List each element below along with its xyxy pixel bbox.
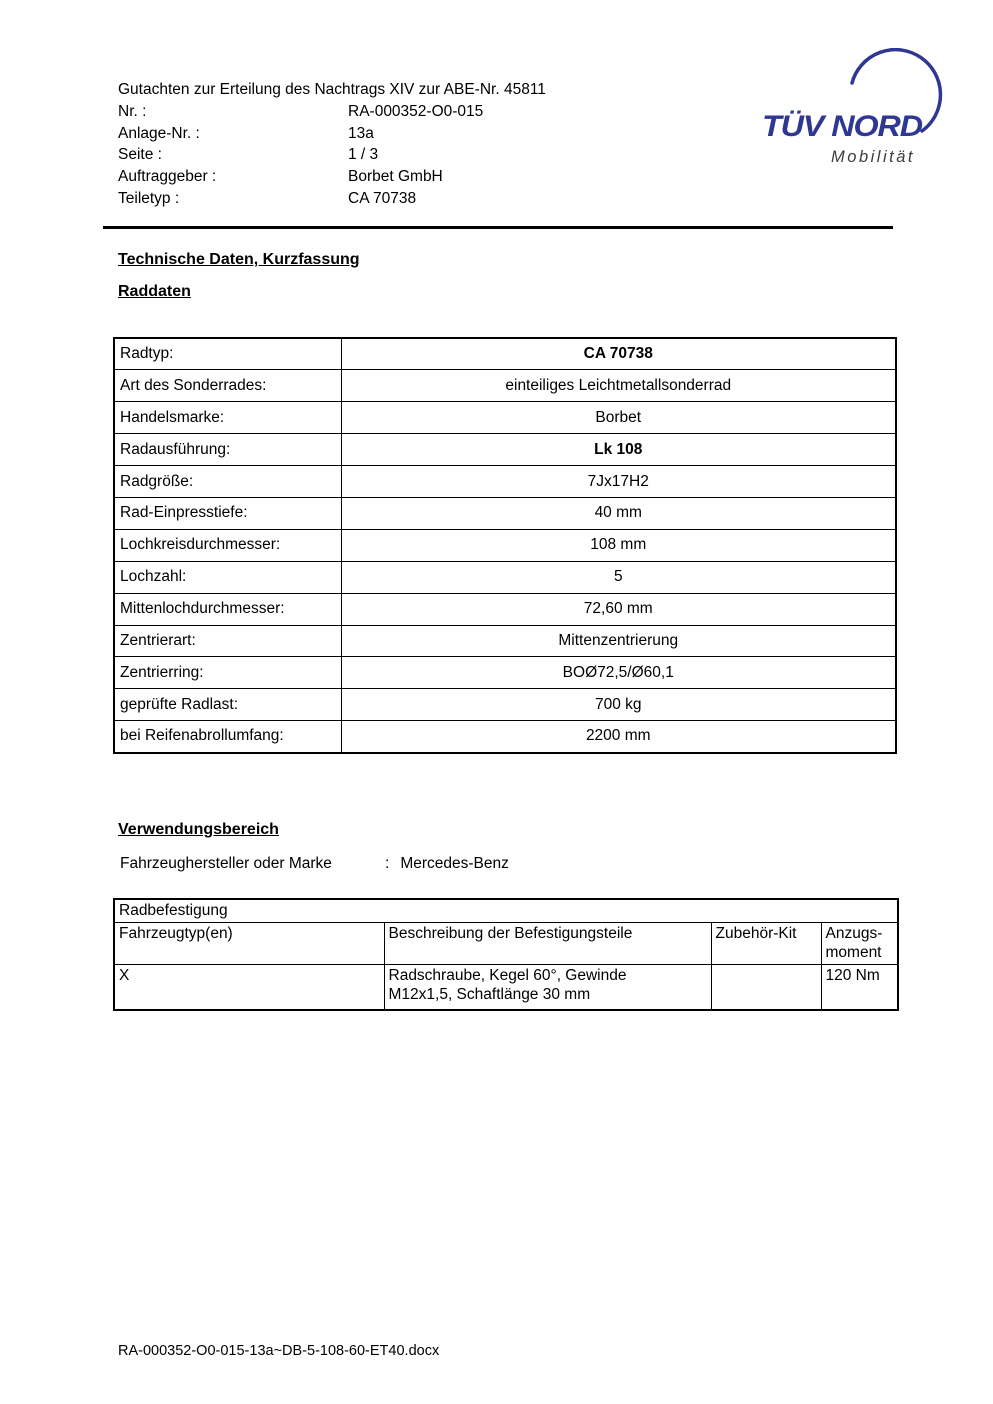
header-field bbox=[118, 123, 546, 145]
radbefestigung-table bbox=[113, 898, 899, 1011]
header-field-label: Anlage-Nr. : bbox=[118, 124, 200, 142]
header-field-value: RA-000352-O0-015 bbox=[348, 102, 484, 120]
row-label-cell: bei Reifenabrollumfang: bbox=[114, 721, 341, 753]
document-header bbox=[118, 79, 546, 210]
row-value-cell: 40 mm bbox=[341, 497, 896, 529]
row-label-cell: Handelsmarke: bbox=[114, 402, 341, 434]
manufacturer-separator: : bbox=[385, 855, 390, 872]
anzugsmoment-cell: 120 Nm bbox=[821, 964, 898, 1010]
table-row bbox=[114, 964, 898, 1010]
table-row bbox=[114, 434, 896, 466]
column-header-beschreibung: Beschreibung der Befestigungsteile bbox=[384, 922, 711, 964]
row-value-cell: 72,60 mm bbox=[341, 593, 896, 625]
row-label-cell: Art des Sonderrades: bbox=[114, 370, 341, 402]
beschreibung-cell: Radschraube, Kegel 60°, Gewinde M12x1,5, Schaftlänge 30 mm bbox=[384, 964, 711, 1010]
column-header-anzugsmoment: Anzugs-moment bbox=[821, 922, 898, 964]
raddaten-table bbox=[113, 337, 897, 754]
table-title-cell: Radbefestigung bbox=[114, 899, 898, 922]
logo-subtitle-text: Mobilität bbox=[831, 148, 915, 166]
row-value-cell: Lk 108 bbox=[341, 434, 896, 466]
zubehoer-kit-cell bbox=[711, 964, 821, 1010]
row-value-cell: 2200 mm bbox=[341, 721, 896, 753]
header-field-value: 1 / 3 bbox=[348, 146, 379, 164]
header-field-value: CA 70738 bbox=[348, 189, 417, 207]
table-row bbox=[114, 721, 896, 753]
table-row bbox=[114, 689, 896, 721]
radbefestigung-table-body bbox=[114, 899, 898, 1010]
row-value-cell: Mittenzentrierung bbox=[341, 625, 896, 657]
section-heading-raddaten: Raddaten bbox=[118, 283, 191, 300]
manufacturer-label: Fahrzeughersteller oder Marke bbox=[120, 855, 332, 872]
column-header-zubehoer-kit: Zubehör-Kit bbox=[711, 922, 821, 964]
manufacturer-line bbox=[120, 855, 509, 873]
table-row bbox=[114, 497, 896, 529]
row-value-cell: CA 70738 bbox=[341, 338, 896, 370]
table-row bbox=[114, 561, 896, 593]
row-label-cell: Zentrierring: bbox=[114, 657, 341, 689]
document-title: Gutachten zur Erteilung des Nachtrags XIV zur ABE-Nr. 45811 bbox=[118, 81, 546, 98]
footer-filename: RA-000352-O0-015-13a~DB-5-108-60-ET40.docx bbox=[118, 1343, 440, 1359]
table-row bbox=[114, 529, 896, 561]
tuv-nord-logo bbox=[745, 48, 955, 173]
header-field-value: 13a bbox=[348, 124, 374, 142]
table-row bbox=[114, 466, 896, 498]
header-field bbox=[118, 166, 546, 188]
raddaten-table-body bbox=[114, 338, 896, 753]
row-label-cell: Lochkreisdurchmesser: bbox=[114, 529, 341, 561]
row-label-cell: Rad-Einpresstiefe: bbox=[114, 497, 341, 529]
row-label-cell: Radtyp: bbox=[114, 338, 341, 370]
header-divider bbox=[103, 226, 893, 229]
section-heading-technische-daten: Technische Daten, Kurzfassung bbox=[118, 251, 360, 268]
row-value-cell: 108 mm bbox=[341, 529, 896, 561]
table-row bbox=[114, 370, 896, 402]
row-label-cell: Mittenlochdurchmesser: bbox=[114, 593, 341, 625]
table-row bbox=[114, 593, 896, 625]
header-field bbox=[118, 188, 546, 210]
row-value-cell: 5 bbox=[341, 561, 896, 593]
table-title-row bbox=[114, 899, 898, 922]
table-row bbox=[114, 402, 896, 434]
row-value-cell: einteiliges Leichtmetallsonderrad bbox=[341, 370, 896, 402]
fahrzeugtyp-cell: X bbox=[114, 964, 384, 1010]
header-field-value: Borbet GmbH bbox=[348, 168, 443, 186]
row-value-cell: 700 kg bbox=[341, 689, 896, 721]
header-field bbox=[118, 101, 546, 123]
manufacturer-value: Mercedes-Benz bbox=[400, 855, 509, 872]
header-field bbox=[118, 144, 546, 166]
row-label-cell: Lochzahl: bbox=[114, 561, 341, 593]
row-label-cell: Zentrierart: bbox=[114, 625, 341, 657]
header-field-label: Seite : bbox=[118, 146, 162, 164]
logo-brand-text: TÜV NORD bbox=[762, 110, 923, 143]
table-header-row bbox=[114, 922, 898, 964]
row-value-cell: BOØ72,5/Ø60,1 bbox=[341, 657, 896, 689]
row-label-cell: Radgröße: bbox=[114, 466, 341, 498]
header-field-label: Nr. : bbox=[118, 102, 147, 120]
column-header-fahrzeugtyp: Fahrzeugtyp(en) bbox=[114, 922, 384, 964]
row-label-cell: geprüfte Radlast: bbox=[114, 689, 341, 721]
section-heading-verwendungsbereich: Verwendungsbereich bbox=[118, 821, 279, 838]
table-row bbox=[114, 657, 896, 689]
header-field-label: Auftraggeber : bbox=[118, 168, 217, 186]
row-value-cell: 7Jx17H2 bbox=[341, 466, 896, 498]
row-value-cell: Borbet bbox=[341, 402, 896, 434]
table-row bbox=[114, 625, 896, 657]
header-field-label: Teiletyp : bbox=[118, 189, 180, 207]
row-label-cell: Radausführung: bbox=[114, 434, 341, 466]
table-row bbox=[114, 338, 896, 370]
